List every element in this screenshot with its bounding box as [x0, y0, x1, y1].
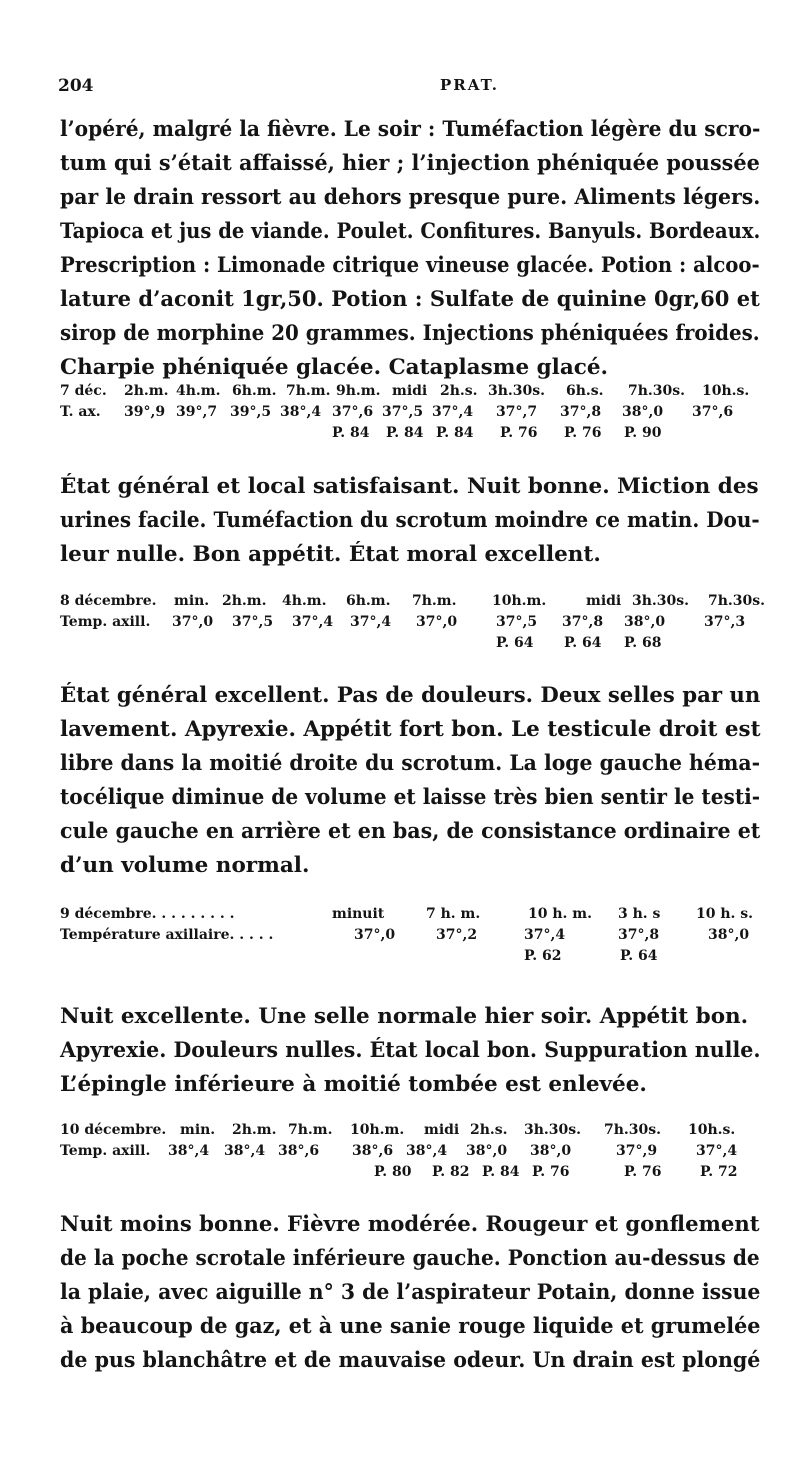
table-cell: 2h.m. — [232, 1122, 277, 1138]
text-line: Apyrexie. Douleurs nulles. État local bon. Suppuration nulle. — [60, 1038, 761, 1063]
temperature-table-dec-8 — [60, 591, 770, 654]
table-cell: 38°,0 — [530, 1143, 572, 1159]
table-cell: 37°,4 — [350, 614, 392, 630]
table-cell: P. 90 — [624, 425, 662, 441]
text-line: de pus blanchâtre et de mauvaise odeur. Un drain est plongé — [60, 1348, 761, 1373]
table-cell: 8 décembre. — [60, 593, 157, 609]
table-row — [60, 1162, 770, 1183]
table-row — [60, 591, 770, 612]
table-cell: 37°,8 — [618, 927, 660, 943]
table-row — [60, 423, 770, 444]
table-cell: 37°,4 — [292, 614, 334, 630]
table-cell: 7h.30s. — [628, 383, 686, 399]
table-cell: P. 84 — [482, 1164, 520, 1180]
table-cell: midi — [392, 383, 428, 399]
table-cell: 38°,0 — [466, 1143, 508, 1159]
table-cell: 10h.m. — [350, 1122, 405, 1138]
table-cell: 6h.m. — [346, 593, 391, 609]
table-row — [60, 381, 770, 402]
temperature-table-dec-10 — [60, 1120, 770, 1183]
table-cell: 39°,5 — [230, 404, 272, 420]
text-line: par le drain ressort au dehors presque pure. Aliments légers. — [60, 185, 761, 210]
table-cell: 39°,9 — [124, 404, 166, 420]
table-cell: 37°,3 — [704, 614, 746, 630]
table-cell: P. 76 — [500, 425, 538, 441]
text-line: tum qui s’était affaissé, hier ; l’injection phéniquée poussée — [60, 151, 760, 176]
table-cell: 4h.m. — [282, 593, 327, 609]
table-cell: P. 62 — [524, 948, 562, 964]
table-cell: 7h.m. — [412, 593, 457, 609]
table-cell: 38°,0 — [622, 404, 664, 420]
table-cell: 3 h. s — [618, 906, 661, 922]
text-line: à beaucoup de gaz, et à une sanie rouge liquide et grumelée — [60, 1314, 761, 1339]
table-cell: midi — [586, 593, 622, 609]
paragraph-1 — [60, 113, 760, 385]
table-cell: P. 82 — [432, 1164, 470, 1180]
text-line: urines facile. Tuméfaction du scrotum moindre ce matin. Dou- — [60, 508, 760, 533]
table-cell: 38°,4 — [168, 1143, 210, 1159]
text-line: sirop de morphine 20 grammes. Injections phéniquées froides. — [60, 321, 760, 346]
text-line: lavement. Apyrexie. Appétit fort bon. Le testicule droit est — [60, 717, 761, 742]
table-cell: 10h.m. — [492, 593, 547, 609]
text-line: Nuit moins bonne. Fièvre modérée. Rougeur et gonflement — [60, 1212, 760, 1237]
table-cell: P. 68 — [624, 635, 662, 651]
table-cell: P. 64 — [620, 948, 658, 964]
text-line: tocélique diminue de volume et laisse très bien sentir le testi- — [60, 785, 761, 810]
table-cell: P. 80 — [374, 1164, 412, 1180]
table-cell: 38°,4 — [406, 1143, 448, 1159]
paragraph-3 — [60, 679, 760, 883]
text-line: leur nulle. Bon appétit. État moral excellent. — [60, 542, 601, 567]
table-cell: midi — [424, 1122, 460, 1138]
table-cell: Temp. axill. — [60, 1143, 151, 1159]
table-cell: 6h.m. — [232, 383, 277, 399]
table-cell: 7 h. m. — [426, 906, 481, 922]
table-cell: 38°,6 — [352, 1143, 394, 1159]
table-cell: 38°,0 — [708, 927, 750, 943]
table-row — [60, 946, 770, 967]
table-cell: 10h.s. — [688, 1122, 736, 1138]
table-cell: P. 72 — [700, 1164, 738, 1180]
table-cell: 37°,0 — [354, 927, 396, 943]
paragraph-4 — [60, 1000, 760, 1102]
table-cell: 10 h. s. — [696, 906, 754, 922]
table-cell: 7h.30s. — [604, 1122, 662, 1138]
table-cell: 3h.30s. — [632, 593, 690, 609]
table-cell: P. 76 — [624, 1164, 662, 1180]
table-cell: 37°,6 — [332, 404, 374, 420]
text-line: Nuit excellente. Une selle normale hier soir. Appétit bon. — [60, 1004, 749, 1029]
table-cell: Température axillaire. . . . . — [60, 927, 274, 943]
text-line: de la poche scrotale inférieure gauche. Ponction au-dessus de — [60, 1246, 760, 1271]
table-cell: 9h.m. — [336, 383, 381, 399]
table-row — [60, 1120, 770, 1141]
temperature-table-dec-7 — [60, 381, 770, 444]
table-cell: 38°,4 — [280, 404, 322, 420]
text-line: libre dans la moitié droite du scrotum. La loge gauche héma- — [60, 751, 761, 776]
table-row — [60, 612, 770, 633]
text-line: d’un volume normal. — [60, 853, 310, 878]
table-cell: P. 64 — [564, 635, 602, 651]
table-cell: min. — [174, 593, 210, 609]
table-cell: 10 décembre. — [60, 1122, 167, 1138]
text-line: Charpie phéniquée glacée. Cataplasme glacé. — [60, 355, 609, 380]
table-cell: 37°,9 — [616, 1143, 658, 1159]
text-line: lature d’aconit 1gr,50. Potion : Sulfate de quinine 0gr,60 et — [60, 287, 760, 312]
table-cell: 38°,0 — [624, 614, 666, 630]
table-cell: 37°,4 — [696, 1143, 738, 1159]
table-cell: 37°,5 — [232, 614, 274, 630]
table-cell: 37°,8 — [560, 404, 602, 420]
table-cell: P. 84 — [332, 425, 370, 441]
table-row — [60, 904, 770, 925]
table-cell: 37°,4 — [432, 404, 474, 420]
text-line: L’épingle inférieure à moitié tombée est enlevée. — [60, 1072, 647, 1097]
text-line: la plaie, avec aiguille n° 3 de l’aspirateur Potain, donne issue — [60, 1280, 761, 1305]
table-cell: 2h.m. — [222, 593, 267, 609]
table-cell: 37°,4 — [524, 927, 566, 943]
table-cell: 2h.m. — [124, 383, 169, 399]
text-line: Tapioca et jus de viande. Poulet. Confitures. Banyuls. Bordeaux. — [60, 219, 761, 244]
table-cell: P. 84 — [386, 425, 424, 441]
table-cell: 38°,4 — [224, 1143, 266, 1159]
table-cell: 37°,8 — [562, 614, 604, 630]
table-cell: min. — [180, 1122, 216, 1138]
text-line: État général et local satisfaisant. Nuit bonne. Miction des — [60, 474, 759, 499]
table-cell: 10 h. m. — [528, 906, 592, 922]
paragraph-5 — [60, 1208, 760, 1378]
table-cell: 7 déc. — [60, 383, 107, 399]
table-cell: 2h.s. — [440, 383, 478, 399]
paragraph-2 — [60, 470, 760, 572]
table-cell: 37°,0 — [416, 614, 458, 630]
table-cell: 4h.m. — [176, 383, 221, 399]
table-cell: P. 84 — [436, 425, 474, 441]
table-cell: 3h.30s. — [488, 383, 546, 399]
table-cell: 7h.30s. — [708, 593, 766, 609]
table-cell: 6h.s. — [566, 383, 604, 399]
table-cell: 37°,5 — [496, 614, 538, 630]
table-cell: 39°,7 — [176, 404, 218, 420]
text-line: État général excellent. Pas de douleurs. Deux selles par un — [60, 683, 761, 708]
table-cell: 7h.m. — [286, 383, 331, 399]
table-cell: P. 76 — [532, 1164, 570, 1180]
table-cell: P. 64 — [496, 635, 534, 651]
text-line: cule gauche en arrière et en bas, de consistance ordinaire et — [60, 819, 761, 844]
page-number: 204 — [58, 76, 94, 96]
table-cell: 37°,0 — [172, 614, 214, 630]
table-cell: 7h.m. — [288, 1122, 333, 1138]
table-row — [60, 925, 770, 946]
table-cell: 3h.30s. — [524, 1122, 582, 1138]
table-cell: 37°,5 — [382, 404, 424, 420]
running-title: PRAT. — [440, 76, 500, 94]
table-cell: 10h.s. — [702, 383, 750, 399]
temperature-table-dec-9 — [60, 904, 770, 967]
table-row — [60, 633, 770, 654]
table-cell: 37°,2 — [436, 927, 478, 943]
table-cell: P. 76 — [564, 425, 602, 441]
text-line: Prescription : Limonade citrique vineuse glacée. Potion : alcoo- — [60, 253, 760, 278]
table-cell: 2h.s. — [470, 1122, 508, 1138]
table-cell: 9 décembre. . . . . . . . . — [60, 906, 235, 922]
table-row — [60, 402, 770, 423]
table-cell: 38°,6 — [278, 1143, 320, 1159]
page-header — [58, 76, 758, 100]
table-row — [60, 1141, 770, 1162]
table-cell: Temp. axill. — [60, 614, 151, 630]
table-cell: minuit — [332, 906, 385, 922]
table-cell: 37°,6 — [692, 404, 734, 420]
table-cell: 37°,7 — [496, 404, 538, 420]
table-cell: T. ax. — [60, 404, 101, 420]
text-line: l’opéré, malgré la fièvre. Le soir : Tuméfaction légère du scro- — [60, 117, 761, 142]
